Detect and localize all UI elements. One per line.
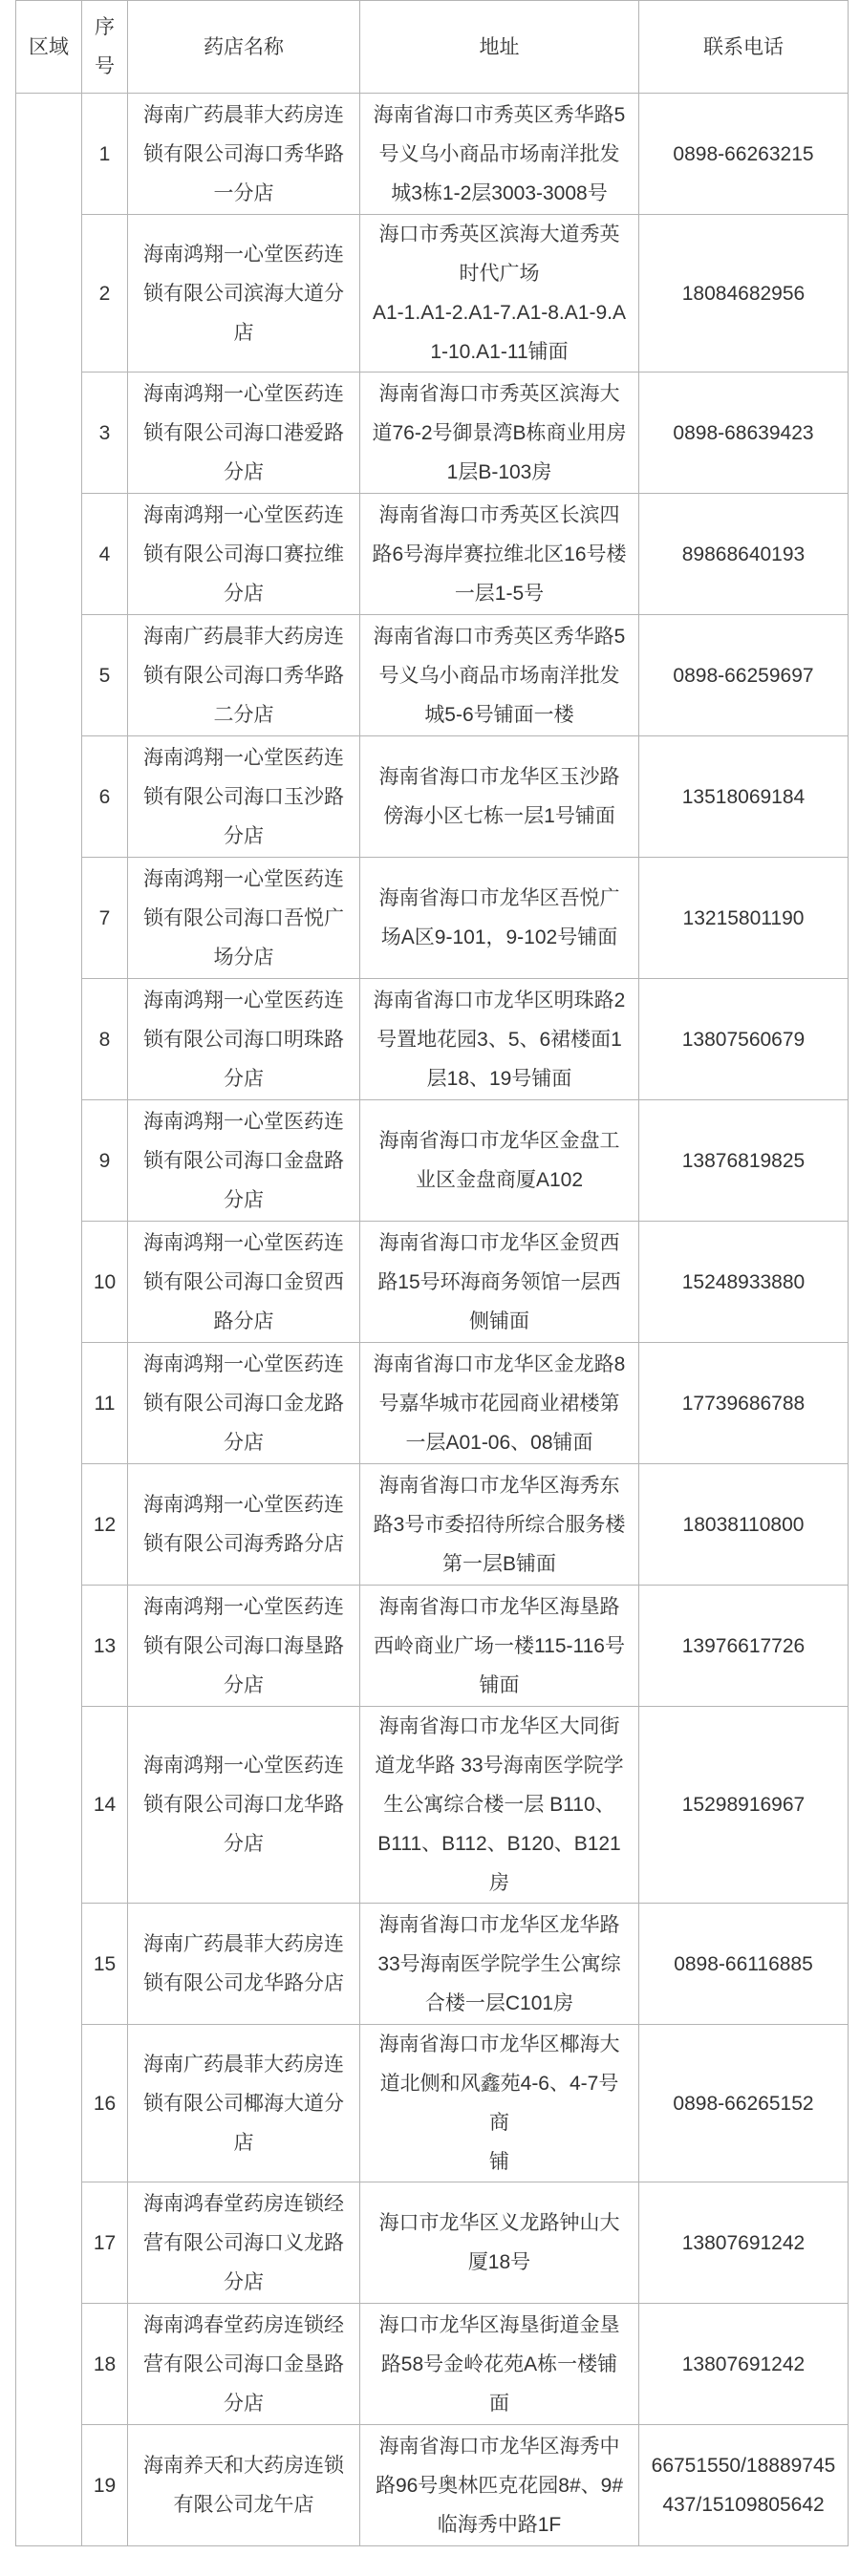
address-cell: 海南省海口市秀英区长滨四 路6号海岸赛拉维北区16号楼 一层1-5号 [360, 494, 639, 615]
table-row [16, 2182, 849, 2304]
pharmacy-name-cell: 海南鸿翔一心堂医药连 锁有限公司海口金龙路 分店 [128, 1343, 360, 1464]
seq-cell: 12 [82, 1464, 128, 1586]
seq-cell: 3 [82, 373, 128, 494]
table-row [16, 1100, 849, 1222]
pharmacy-name-cell: 海南广药晨菲大药房连 锁有限公司海口秀华路 一分店 [128, 94, 360, 215]
address-cell: 海南省海口市龙华区海垦路 西岭商业广场一楼115-116号 铺面 [360, 1586, 639, 1707]
address-cell: 海口市秀英区滨海大道秀英 时代广场 A1-1.A1-2.A1-7.A1-8.A1-9.A 1-10.A1-11铺面 [360, 215, 639, 373]
pharmacy-name-cell: 海南鸿翔一心堂医药连 锁有限公司滨海大道分 店 [128, 215, 360, 373]
table-row [16, 2425, 849, 2546]
seq-cell: 18 [82, 2304, 128, 2425]
pharmacy-name-cell: 海南鸿翔一心堂医药连 锁有限公司海口港爱路 分店 [128, 373, 360, 494]
address-cell: 海南省海口市龙华区吾悦广 场A区9-101，9-102号铺面 [360, 858, 639, 979]
pharmacy-name-cell: 海南鸿翔一心堂医药连 锁有限公司海口玉沙路 分店 [128, 736, 360, 858]
header-name: 药店名称 [128, 1, 360, 94]
phone-cell: 13807691242 [639, 2182, 849, 2304]
seq-cell: 10 [82, 1222, 128, 1343]
address-cell: 海口市龙华区海垦街道金垦 路58号金岭花苑A栋一楼铺面 [360, 2304, 639, 2425]
seq-cell: 7 [82, 858, 128, 979]
seq-cell: 16 [82, 2025, 128, 2182]
seq-cell: 6 [82, 736, 128, 858]
phone-cell: 17739686788 [639, 1343, 849, 1464]
table-row [16, 1586, 849, 1707]
phone-cell: 0898-68639423 [639, 373, 849, 494]
phone-cell: 13807691242 [639, 2304, 849, 2425]
phone-cell: 13518069184 [639, 736, 849, 858]
pharmacy-name-cell: 海南鸿翔一心堂医药连 锁有限公司海口金盘路 分店 [128, 1100, 360, 1222]
address-cell: 海南省海口市龙华区金贸西 路15号环海商务领馆一层西 侧铺面 [360, 1222, 639, 1343]
seq-cell: 9 [82, 1100, 128, 1222]
pharmacy-name-cell: 海南鸿翔一心堂医药连 锁有限公司海口龙华路 分店 [128, 1707, 360, 1904]
seq-cell: 19 [82, 2425, 128, 2546]
header-region: 区域 [16, 1, 82, 94]
seq-cell: 14 [82, 1707, 128, 1904]
table-row [16, 215, 849, 373]
table-row [16, 1707, 849, 1904]
seq-cell: 2 [82, 215, 128, 373]
phone-cell: 18038110800 [639, 1464, 849, 1586]
address-cell: 海南省海口市龙华区龙华路 33号海南医学院学生公寓综 合楼一层C101房 [360, 1904, 639, 2025]
table-row [16, 1343, 849, 1464]
phone-cell: 0898-66259697 [639, 615, 849, 736]
table-row [16, 615, 849, 736]
address-cell: 海南省海口市秀英区秀华路5 号义乌小商品市场南洋批发 城5-6号铺面一楼 [360, 615, 639, 736]
address-cell: 海南省海口市龙华区椰海大 道北侧和风鑫苑4-6、4-7号商 铺 [360, 2025, 639, 2182]
header-phone: 联系电话 [639, 1, 849, 94]
table-row [16, 494, 849, 615]
pharmacy-name-cell: 海南广药晨菲大药房连 锁有限公司龙华路分店 [128, 1904, 360, 2025]
phone-cell: 66751550/18889745 437/15109805642 [639, 2425, 849, 2546]
pharmacy-name-cell: 海南鸿翔一心堂医药连 锁有限公司海口明珠路 分店 [128, 979, 360, 1100]
header-seq: 序 号 [82, 1, 128, 94]
phone-cell: 18084682956 [639, 215, 849, 373]
pharmacy-name-cell: 海南鸿翔一心堂医药连 锁有限公司海口吾悦广 场分店 [128, 858, 360, 979]
pharmacy-name-cell: 海南养天和大药房连锁 有限公司龙午店 [128, 2425, 360, 2546]
address-cell: 海南省海口市龙华区玉沙路 傍海小区七栋一层1号铺面 [360, 736, 639, 858]
address-cell: 海南省海口市龙华区金盘工 业区金盘商厦A102 [360, 1100, 639, 1222]
address-cell: 海南省海口市龙华区海秀中 路96号奥林匹克花园8#、9# 临海秀中路1F [360, 2425, 639, 2546]
pharmacy-name-cell: 海南鸿春堂药房连锁经 营有限公司海口金垦路 分店 [128, 2304, 360, 2425]
address-cell: 海南省海口市龙华区大同街 道龙华路 33号海南医学院学 生公寓综合楼一层 B110、 B111、B112、B120、B121 房 [360, 1707, 639, 1904]
address-cell: 海南省海口市龙华区明珠路2 号置地花园3、5、6裙楼面1 层18、19号铺面 [360, 979, 639, 1100]
phone-cell: 13976617726 [639, 1586, 849, 1707]
phone-cell: 13876819825 [639, 1100, 849, 1222]
table-row [16, 1464, 849, 1586]
address-cell: 海南省海口市龙华区海秀东 路3号市委招待所综合服务楼 第一层B铺面 [360, 1464, 639, 1586]
phone-cell: 13215801190 [639, 858, 849, 979]
address-cell: 海口市龙华区义龙路钟山大 厦18号 [360, 2182, 639, 2304]
seq-cell: 17 [82, 2182, 128, 2304]
table-row [16, 373, 849, 494]
pharmacy-name-cell: 海南鸿翔一心堂医药连 锁有限公司海口金贸西 路分店 [128, 1222, 360, 1343]
seq-cell: 11 [82, 1343, 128, 1464]
seq-cell: 13 [82, 1586, 128, 1707]
seq-cell: 8 [82, 979, 128, 1100]
address-cell: 海南省海口市秀英区秀华路5 号义乌小商品市场南洋批发 城3栋1-2层3003-3008号 [360, 94, 639, 215]
header-address: 地址 [360, 1, 639, 94]
pharmacy-name-cell: 海南鸿翔一心堂医药连 锁有限公司海口赛拉维 分店 [128, 494, 360, 615]
table-row [16, 858, 849, 979]
table-row [16, 979, 849, 1100]
phone-cell: 13807560679 [639, 979, 849, 1100]
seq-cell: 4 [82, 494, 128, 615]
phone-cell: 0898-66263215 [639, 94, 849, 215]
pharmacy-name-cell: 海南鸿春堂药房连锁经 营有限公司海口义龙路 分店 [128, 2182, 360, 2304]
seq-cell: 1 [82, 94, 128, 215]
pharmacy-name-cell: 海南鸿翔一心堂医药连 锁有限公司海口海垦路 分店 [128, 1586, 360, 1707]
table-header-row [16, 1, 849, 94]
table-row [16, 94, 849, 215]
seq-cell: 5 [82, 615, 128, 736]
table-row [16, 1904, 849, 2025]
phone-cell: 15248933880 [639, 1222, 849, 1343]
region-cell [16, 94, 82, 2546]
pharmacy-name-cell: 海南广药晨菲大药房连 锁有限公司海口秀华路 二分店 [128, 615, 360, 736]
table-row [16, 2304, 849, 2425]
address-cell: 海南省海口市龙华区金龙路8 号嘉华城市花园商业裙楼第 一层A01-06、08铺面 [360, 1343, 639, 1464]
table-row [16, 736, 849, 858]
phone-cell: 0898-66265152 [639, 2025, 849, 2182]
pharmacy-name-cell: 海南鸿翔一心堂医药连 锁有限公司海秀路分店 [128, 1464, 360, 1586]
pharmacy-table [15, 0, 849, 2546]
phone-cell: 89868640193 [639, 494, 849, 615]
phone-cell: 0898-66116885 [639, 1904, 849, 2025]
seq-cell: 15 [82, 1904, 128, 2025]
address-cell: 海南省海口市秀英区滨海大 道76-2号御景湾B栋商业用房 1层B-103房 [360, 373, 639, 494]
table-row [16, 1222, 849, 1343]
phone-cell: 15298916967 [639, 1707, 849, 1904]
pharmacy-name-cell: 海南广药晨菲大药房连 锁有限公司椰海大道分 店 [128, 2025, 360, 2182]
table-row [16, 2025, 849, 2182]
